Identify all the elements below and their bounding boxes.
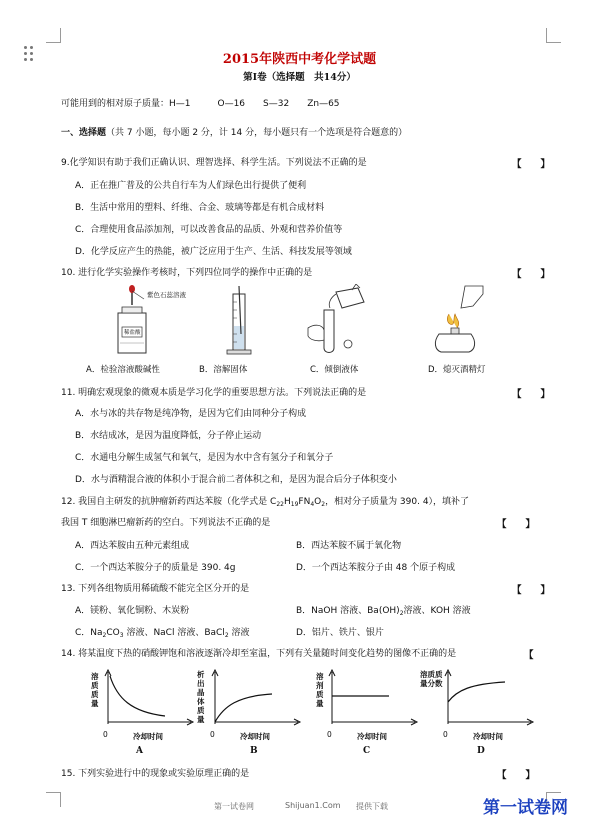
q10-fig-label: 紫色石蕊溶液: [147, 291, 186, 299]
q11-option-d: D．水与酒精混合液的体积小于混合前二者体积之和，是因为混合后分子体积变小: [75, 475, 397, 485]
q12-stem-line2: 我国 T 细胞淋巴瘤新药的空白。下列说法不正确的是: [61, 518, 271, 528]
q14-graph-d-zero: 0: [443, 730, 448, 739]
q13-c-part: 溶液、NaCl 溶液、BaCl: [123, 628, 225, 638]
q9-answer-bracket: 【 】: [512, 159, 551, 170]
q12-option-b: B．西达苯胺不属于氧化物: [296, 541, 402, 551]
q14-graph-b-xlabel: 冷却时间: [240, 732, 270, 741]
q10-fig-c-pouring: [300, 284, 380, 356]
q13-c-part: C．Na: [75, 628, 103, 638]
q13-c-part: 溶液: [228, 628, 250, 638]
q11-stem: 11. 明确宏观现象的微观本质是学习化学的重要思想方法。下列说法正确的是: [61, 388, 367, 398]
q12-stem-part: 12. 我国自主研发的抗肿瘤新药西达苯胺（化学式是 C: [61, 497, 277, 507]
q13-c-part: CO: [106, 628, 120, 638]
q14-stem: 14. 将某温度下热的硝酸钾饱和溶液逐渐冷却至室温，下列有关量随时间变化趋势的图像不正确的是: [61, 649, 457, 659]
q12-subscript: 4: [310, 501, 315, 508]
q10-caption-b: B．溶解固体: [199, 365, 248, 375]
q10-caption-a: A．检验溶液酸碱性: [86, 365, 160, 375]
q13-b-part: B．NaOH 溶液、Ba(OH): [296, 606, 400, 616]
q14-graph-c-ylabel: 溶剂质量: [316, 672, 324, 708]
q12-answer-bracket: 【 】: [497, 519, 536, 530]
footer-site-name: 第一试卷网: [214, 802, 254, 811]
q12-option-a: A．西达苯胺由五种元素组成: [75, 541, 190, 551]
footer-provider: 提供下载: [356, 802, 388, 811]
q13-subscript: 2: [224, 632, 229, 639]
q9-option-d: D．化学反应产生的热能，被广泛应用于生产、生活、科技发展等领域: [75, 247, 352, 257]
crop-mark-top-right: [546, 28, 561, 43]
q14-graph-d-xlabel: 冷却时间: [473, 732, 503, 741]
section-heading: 一、选择题: [61, 128, 107, 138]
q14-graph-d: [443, 668, 535, 728]
exam-title: 2015年陕西中考化学试题: [222, 52, 377, 67]
q14-answer-bracket: 【: [524, 650, 534, 661]
footer-site-url[interactable]: Shijuan1.Com: [285, 801, 341, 810]
q14-graph-a-zero: 0: [103, 730, 108, 739]
q13-stem: 13. 下列各组物质用稀硫酸不能完全区分开的是: [61, 584, 250, 594]
q9-option-c: C．合理使用食品添加剂，可以改善食品的品质、外观和营养价值等: [75, 225, 343, 235]
q14-graph-c: [327, 668, 419, 728]
q12-option-d: D．一个西达苯胺分子由 48 个原子构成: [296, 563, 456, 573]
crop-mark-bottom-left: [46, 792, 61, 807]
q14-graph-c-xlabel: 冷却时间: [357, 732, 387, 741]
q12-formula-part: FN: [298, 497, 311, 507]
q14-graph-c-letter: C: [363, 746, 371, 756]
q11-option-c: C．水通电分解生成氢气和氧气，是因为水中含有氢分子和氧分子: [75, 453, 334, 463]
q13-b-part: 溶液、KOH 溶液: [403, 606, 471, 616]
q9-option-a: A．正在推广普及的公共自行车为人们绿色出行提供了便利: [75, 181, 307, 191]
atomic-mass-line: 可能用到的相对原子质量：H—1 O—16 S—32 Zn—65: [61, 99, 340, 109]
q12-stem-line1: [61, 496, 469, 511]
q14-graph-b-letter: B: [250, 746, 258, 756]
q14-graph-b: [210, 668, 302, 728]
q10-stem: 10. 进行化学实验操作考核时，下列四位同学的操作中正确的是: [61, 268, 313, 278]
q10-answer-bracket: 【 】: [512, 269, 551, 280]
q13-subscript: 2: [102, 632, 107, 639]
section-line: [61, 127, 407, 139]
q12-formula-part: H: [283, 497, 291, 507]
q14-graph-b-zero: 0: [210, 730, 215, 739]
q10-fig-b-cylinder: [205, 286, 275, 358]
q13-subscript: 2: [399, 610, 404, 617]
q12-subscript: 2: [321, 501, 326, 508]
q10-caption-d: D．熄灭酒精灯: [428, 365, 486, 375]
q12-stem-part: ，相对分子质量为 390. 4），填补了: [325, 497, 470, 507]
q14-graph-d-ylabel: 溶质质量分数: [420, 670, 443, 688]
q10-fig-d-alcohol-lamp: [425, 284, 495, 356]
q11-answer-bracket: 【 】: [512, 389, 551, 400]
q14-graph-a-ylabel: 溶质质量: [91, 672, 99, 708]
q14-graph-a: [103, 668, 195, 728]
q11-option-b: B．水结成冰，是因为温度降低，分子停止运动: [75, 431, 262, 441]
q9-option-b: B．生活中常用的塑料、纤维、合金、玻璃等都是有机合成材料: [75, 203, 325, 213]
q13-option-b: [296, 605, 471, 620]
q9-stem: 9.化学知识有助于我们正确认识、理智选择、科学生活。下列说法不正确的是: [61, 158, 367, 168]
part-subtitle: 第Ⅰ卷（选择题 共14分）: [243, 72, 356, 83]
q13-option-a: A．镁粉、氧化铜粉、木炭粉: [75, 606, 190, 616]
q15-stem: 15. 下列实验进行中的现象或实验原理正确的是: [61, 769, 250, 779]
q14-graph-a-xlabel: 冷却时间: [133, 732, 163, 741]
watermark-logo: 第一试卷网: [483, 798, 568, 818]
q12-subscript: 19: [290, 501, 299, 508]
q10-bottle-label: 稀盐酸: [124, 330, 141, 336]
q14-graph-a-letter: A: [136, 746, 143, 756]
q13-option-d: D．铝片、铁片、银片: [296, 628, 384, 638]
q13-answer-bracket: 【 】: [512, 585, 551, 596]
q12-formula-part: O: [314, 497, 322, 507]
q10-caption-c: C．倾倒液体: [310, 365, 359, 375]
q14-graph-b-ylabel: 析出晶体质量: [197, 670, 205, 724]
q13-subscript: 3: [119, 632, 124, 639]
q12-subscript: 22: [276, 501, 284, 508]
section-desc: （共 7 小题，每小题 2 分，计 14 分，每小题只有一个选项是符合题意的）: [106, 128, 408, 138]
q12-option-c: C．一个西达苯胺分子的质量是 390. 4g: [75, 563, 236, 573]
crop-mark-top-left: [46, 28, 61, 43]
q14-graph-d-letter: D: [477, 746, 485, 756]
q11-option-a: A．水与冰的共存物是纯净物，是因为它们由同种分子构成: [75, 409, 307, 419]
q14-graph-c-zero: 0: [327, 730, 332, 739]
q13-option-c: [75, 627, 250, 642]
q15-answer-bracket: 【 】: [497, 770, 536, 781]
